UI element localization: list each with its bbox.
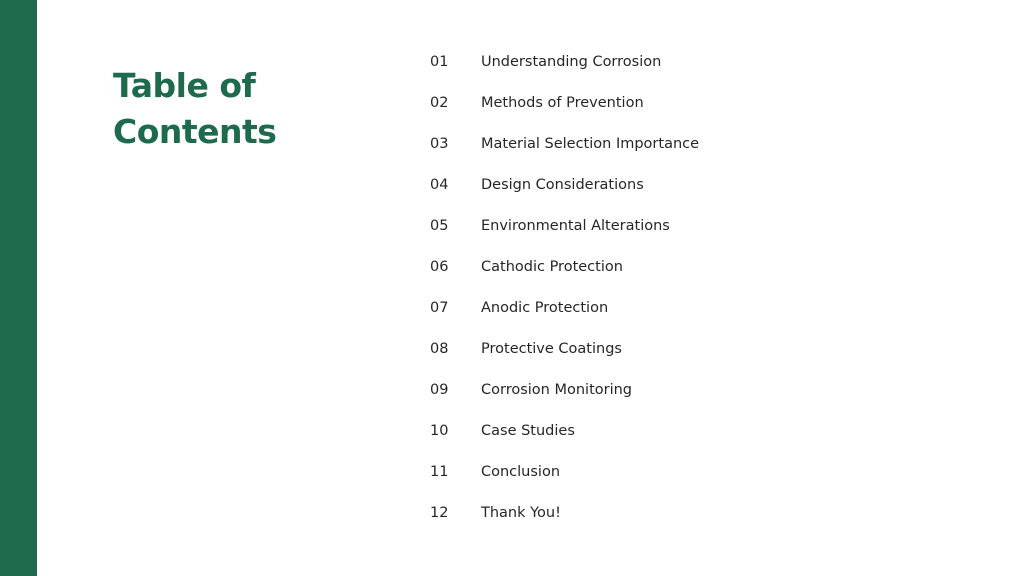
toc-item-label: Anodic Protection [481,299,609,316]
toc-item-number: 11 [430,463,449,480]
toc-item-label: Case Studies [481,422,575,439]
toc-item-03 [430,123,950,164]
toc-item-label: Material Selection Importance [481,135,700,152]
toc-item-number: 03 [430,135,449,152]
toc-item-label: Understanding Corrosion [481,53,662,70]
toc-item-number: 01 [430,53,449,70]
toc-item-04 [430,164,950,205]
toc-item-01 [430,41,950,82]
toc-item-label: Thank You! [481,504,561,521]
toc-item-05 [430,205,950,246]
toc-item-number: 04 [430,176,449,193]
toc-item-number: 09 [430,381,449,398]
toc-item-number: 06 [430,258,449,275]
toc-item-label: Conclusion [481,463,561,480]
toc-item-06 [430,246,950,287]
toc-item-label: Cathodic Protection [481,258,623,275]
toc-item-12 [430,492,950,533]
toc-item-number: 08 [430,340,449,357]
toc-item-11 [430,451,950,492]
toc-item-number: 12 [430,504,449,521]
toc-item-02 [430,82,950,123]
toc-item-label: Corrosion Monitoring [481,381,633,398]
toc-item-07 [430,287,950,328]
accent-side-bar [0,0,37,576]
toc-item-number: 10 [430,422,449,439]
toc-item-10 [430,410,950,451]
page-title [113,63,373,155]
toc-item-number: 07 [430,299,449,316]
title-line-2: Contents [113,112,277,151]
toc-item-number: 02 [430,94,449,111]
toc-item-number: 05 [430,217,449,234]
toc-item-08 [430,328,950,369]
table-of-contents-list [430,41,950,533]
toc-item-label: Design Considerations [481,176,644,193]
toc-item-09 [430,369,950,410]
title-line-1: Table of [113,66,256,105]
toc-item-label: Methods of Prevention [481,94,644,111]
toc-item-label: Environmental Alterations [481,217,670,234]
toc-item-label: Protective Coatings [481,340,622,357]
